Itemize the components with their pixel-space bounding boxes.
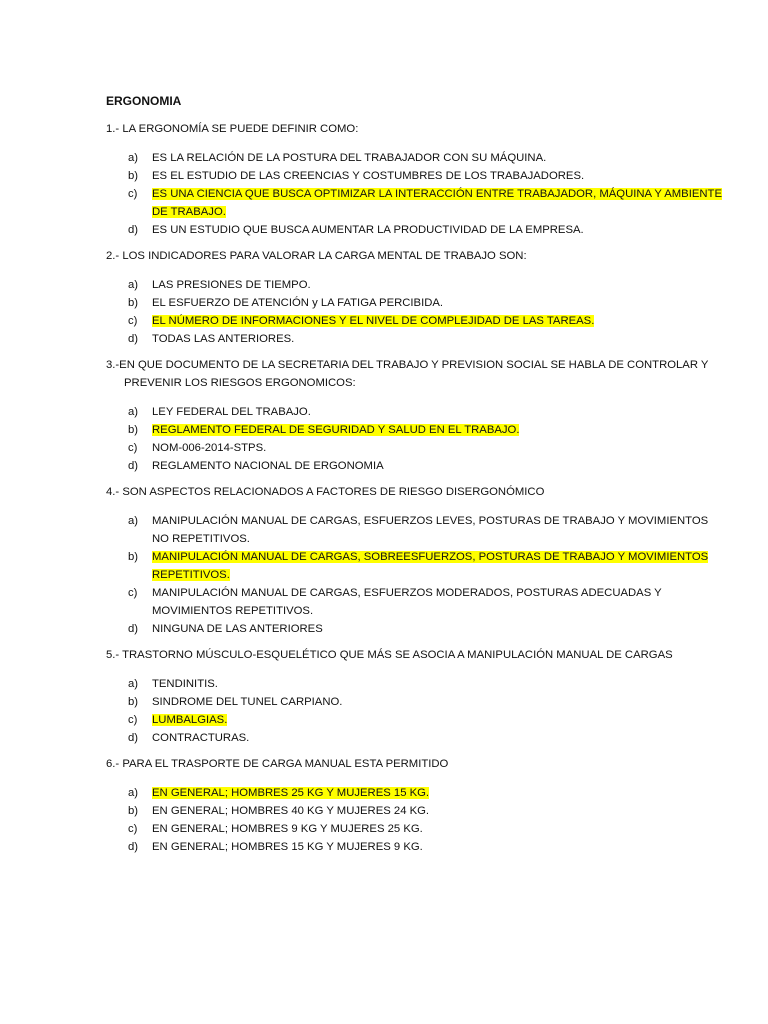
option-letter: d) — [128, 841, 139, 853]
question-3 — [106, 356, 728, 475]
option-d — [106, 330, 728, 348]
option-a — [106, 675, 728, 693]
highlighted-answer: EL NÚMERO DE INFORMACIONES Y EL NIVEL DE COMPLEJIDAD DE LAS TAREAS. — [152, 315, 595, 327]
option-b — [106, 693, 728, 711]
option-text: EN GENERAL; HOMBRES 40 KG Y MUJERES 24 KG. — [152, 805, 430, 817]
option-a — [106, 784, 728, 802]
question-text: 6.- PARA EL TRASPORTE DE CARGA MANUAL ESTA PERMITIDO — [106, 758, 449, 770]
option-a — [106, 512, 728, 548]
option-text: MANIPULACIÓN MANUAL DE CARGAS, ESFUERZOS MODERADOS, POSTURAS ADECUADAS Y MOVIMIENTOS REPETITIVOS. — [152, 587, 662, 617]
document-title: ERGONOMIA — [106, 94, 182, 108]
option-a — [106, 276, 728, 294]
options-list — [106, 149, 728, 239]
option-letter: d) — [128, 224, 139, 236]
option-text: NINGUNA DE LAS ANTERIORES — [152, 623, 323, 635]
question-text: 2.- LOS INDICADORES PARA VALORAR LA CARGA MENTAL DE TRABAJO SON: — [106, 250, 527, 262]
option-text: EN GENERAL; HOMBRES 15 KG Y MUJERES 9 KG. — [152, 841, 423, 853]
option-b — [106, 421, 728, 439]
option-text: SINDROME DEL TUNEL CARPIANO. — [152, 696, 343, 708]
option-letter: b) — [128, 424, 139, 436]
option-d — [106, 221, 728, 239]
option-letter: b) — [128, 805, 139, 817]
question-2 — [106, 247, 728, 348]
options-list — [106, 675, 728, 747]
option-d — [106, 620, 728, 638]
option-c — [106, 312, 728, 330]
option-letter: c) — [128, 823, 138, 835]
option-letter: c) — [128, 587, 138, 599]
question-4 — [106, 483, 728, 638]
option-c — [106, 185, 728, 221]
option-text: LAS PRESIONES DE TIEMPO. — [152, 279, 311, 291]
option-letter: c) — [128, 188, 138, 200]
option-letter: c) — [128, 714, 138, 726]
option-letter: d) — [128, 623, 139, 635]
question-1 — [106, 120, 728, 239]
option-letter: d) — [128, 732, 139, 744]
question-text: 3.-EN QUE DOCUMENTO DE LA SECRETARIA DEL TRABAJO Y PREVISION SOCIAL SE HABLA DE CONTROLAR Y PREVENIR LOS RIESGOS ERGONOMICOS: — [106, 359, 709, 389]
highlighted-answer: REGLAMENTO FEDERAL DE SEGURIDAD Y SALUD EN EL TRABAJO. — [152, 424, 520, 436]
option-letter: a) — [128, 515, 139, 527]
option-letter: b) — [128, 297, 139, 309]
question-5 — [106, 646, 728, 747]
option-c — [106, 439, 728, 457]
option-letter: b) — [128, 696, 139, 708]
option-d — [106, 729, 728, 747]
option-text: ES LA RELACIÓN DE LA POSTURA DEL TRABAJADOR CON SU MÁQUINA. — [152, 152, 547, 164]
option-text: ES EL ESTUDIO DE LAS CREENCIAS Y COSTUMBRES DE LOS TRABAJADORES. — [152, 170, 585, 182]
highlighted-answer: ES UNA CIENCIA QUE BUSCA OPTIMIZAR LA INTERACCIÓN ENTRE TRABAJADOR, MÁQUINA Y AMBIENTE DE TRABAJO. — [152, 188, 722, 218]
option-c — [106, 820, 728, 838]
question-text: 5.- TRASTORNO MÚSCULO-ESQUELÉTICO QUE MÁS SE ASOCIA A MANIPULACIÓN MANUAL DE CARGAS — [106, 649, 673, 661]
option-text: MANIPULACIÓN MANUAL DE CARGAS, ESFUERZOS LEVES, POSTURAS DE TRABAJO Y MOVIMIENTOS NO REPETITIVOS. — [152, 515, 709, 545]
option-b — [106, 167, 728, 185]
option-letter: b) — [128, 170, 139, 182]
option-letter: a) — [128, 279, 139, 291]
option-text: CONTRACTURAS. — [152, 732, 250, 744]
highlighted-answer: EN GENERAL; HOMBRES 25 KG Y MUJERES 15 KG. — [152, 787, 430, 799]
option-letter: b) — [128, 551, 139, 563]
option-letter: a) — [128, 787, 139, 799]
option-letter: a) — [128, 678, 139, 690]
option-letter: c) — [128, 315, 138, 327]
option-text: ES UN ESTUDIO QUE BUSCA AUMENTAR LA PRODUCTIVIDAD DE LA EMPRESA. — [152, 224, 584, 236]
option-a — [106, 149, 728, 167]
option-c — [106, 711, 728, 729]
option-letter: c) — [128, 442, 138, 454]
option-text: NOM-006-2014-STPS. — [152, 442, 267, 454]
option-text: LEY FEDERAL DEL TRABAJO. — [152, 406, 311, 418]
option-letter: a) — [128, 152, 139, 164]
option-b — [106, 548, 728, 584]
options-list — [106, 276, 728, 348]
highlighted-answer: LUMBALGIAS. — [152, 714, 228, 726]
option-text: REGLAMENTO NACIONAL DE ERGONOMIA — [152, 460, 384, 472]
options-list — [106, 403, 728, 475]
question-text: 4.- SON ASPECTOS RELACIONADOS A FACTORES DE RIESGO DISERGONÓMICO — [106, 486, 545, 498]
option-b — [106, 802, 728, 820]
option-text: EL ESFUERZO DE ATENCIÓN y LA FATIGA PERCIBIDA. — [152, 297, 444, 309]
option-text: TODAS LAS ANTERIORES. — [152, 333, 295, 345]
option-text: TENDINITIS. — [152, 678, 218, 690]
option-d — [106, 838, 728, 856]
option-a — [106, 403, 728, 421]
highlighted-answer: MANIPULACIÓN MANUAL DE CARGAS, SOBREESFUERZOS, POSTURAS DE TRABAJO Y MOVIMIENTOS REPETITIVOS. — [152, 551, 709, 581]
option-letter: d) — [128, 333, 139, 345]
option-c — [106, 584, 728, 620]
question-6 — [106, 755, 728, 856]
option-d — [106, 457, 728, 475]
option-b — [106, 294, 728, 312]
option-text: EN GENERAL; HOMBRES 9 KG Y MUJERES 25 KG. — [152, 823, 423, 835]
option-letter: d) — [128, 460, 139, 472]
options-list — [106, 784, 728, 856]
question-text: 1.- LA ERGONOMÍA SE PUEDE DEFINIR COMO: — [106, 123, 359, 135]
option-letter: a) — [128, 406, 139, 418]
options-list — [106, 512, 728, 638]
